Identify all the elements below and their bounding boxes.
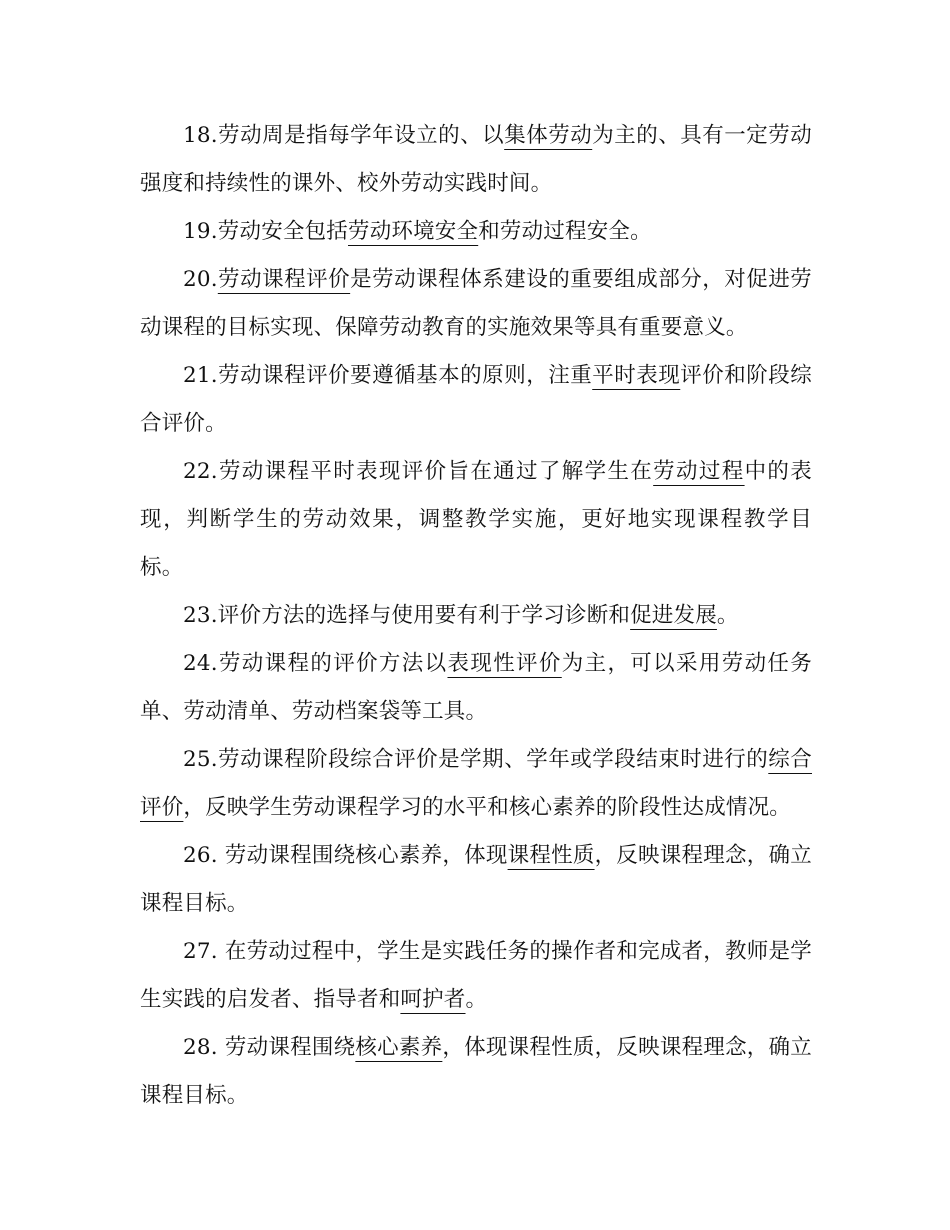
question-number: 18. bbox=[183, 123, 218, 148]
question-number: 24. bbox=[183, 651, 218, 676]
question-text-before: 劳动课程围绕核心素养，体现 bbox=[224, 843, 508, 868]
question-text-before: 劳动课程平时表现评价旨在通过了解学生在 bbox=[217, 459, 654, 484]
answer-underline: 呵护者 bbox=[400, 987, 466, 1012]
question-text-after: 是劳动课程体系建设的重要组成部分，对促进劳动课程的目标实现、保障劳动教育的实施效果等具有重要意义。 bbox=[140, 267, 813, 340]
question-27 bbox=[140, 928, 812, 1024]
question-text-before: 在劳动过程中，学生是实践任务的操作者和完成者，教师是学生实践的启发者、指导者和 bbox=[140, 939, 812, 1012]
question-24 bbox=[140, 640, 812, 736]
question-number: 25. bbox=[183, 747, 218, 772]
answer-underline: 综合评价 bbox=[140, 747, 812, 820]
question-23 bbox=[140, 592, 812, 640]
question-text-before: 劳动课程围绕 bbox=[224, 1035, 356, 1060]
question-text-before: 劳动安全包括 bbox=[217, 219, 348, 244]
question-number: 26. bbox=[183, 843, 225, 868]
question-text-after: ，体现课程性质，反映课程理念，确立课程目标。 bbox=[140, 1035, 813, 1108]
question-28 bbox=[140, 1024, 812, 1120]
answer-underline: 集体劳动 bbox=[504, 123, 593, 148]
question-number: 19. bbox=[183, 219, 218, 244]
question-number: 22. bbox=[183, 459, 218, 484]
question-20 bbox=[140, 256, 812, 352]
question-text-before: 劳动课程的评价方法以 bbox=[217, 651, 448, 676]
answer-underline: 核心素养 bbox=[355, 1035, 443, 1060]
question-text-before: 评价方法的选择与使用要有利于学习诊断和 bbox=[217, 603, 631, 628]
question-18 bbox=[140, 112, 812, 208]
question-25 bbox=[140, 736, 812, 832]
answer-underline: 平时表现 bbox=[592, 363, 681, 388]
question-number: 28. bbox=[183, 1035, 225, 1060]
question-26 bbox=[140, 832, 812, 928]
answer-underline: 表现性评价 bbox=[447, 651, 562, 676]
question-text-after: 评价和阶段综合评价。 bbox=[140, 363, 813, 436]
question-22 bbox=[140, 448, 812, 592]
question-text-after: 。 bbox=[465, 987, 488, 1012]
answer-underline: 劳动课程评价 bbox=[217, 267, 351, 292]
answer-underline: 劳动环境安全 bbox=[348, 219, 479, 244]
question-text-after: ，反映课程理念，确立课程目标。 bbox=[140, 843, 812, 916]
question-number: 21. bbox=[183, 363, 218, 388]
question-text-before: 劳动课程评价要遵循基本的原则，注重 bbox=[217, 363, 593, 388]
question-text-before: 劳动周是指每学年设立的、以 bbox=[217, 123, 505, 148]
answer-underline: 促进发展 bbox=[630, 603, 717, 628]
question-19 bbox=[140, 208, 812, 256]
question-text-after: 为主，可以采用劳动任务单、劳动清单、劳动档案袋等工具。 bbox=[140, 651, 812, 724]
question-text-before: 劳动课程阶段综合评价是学期、学年或学段结束时进行的 bbox=[217, 747, 769, 772]
question-number: 23. bbox=[183, 603, 218, 628]
question-text-after: ，反映学生劳动课程学习的水平和核心素养的阶段性达成情况。 bbox=[183, 795, 792, 820]
question-21 bbox=[140, 352, 812, 448]
question-text-after: 中的表现，判断学生的劳动效果，调整教学实施，更好地实现课程教学目标。 bbox=[140, 459, 812, 580]
answer-underline: 课程性质 bbox=[507, 843, 595, 868]
answer-underline: 劳动过程 bbox=[653, 459, 745, 484]
question-text-after: 为主的、具有一定劳动强度和持续性的课外、校外劳动实践时间。 bbox=[140, 123, 812, 196]
question-number: 20. bbox=[183, 267, 218, 292]
question-number: 27. bbox=[183, 939, 225, 964]
document-body bbox=[140, 112, 812, 1120]
question-text-after: 。 bbox=[716, 603, 739, 628]
question-text-after: 和劳动过程安全。 bbox=[478, 219, 652, 244]
